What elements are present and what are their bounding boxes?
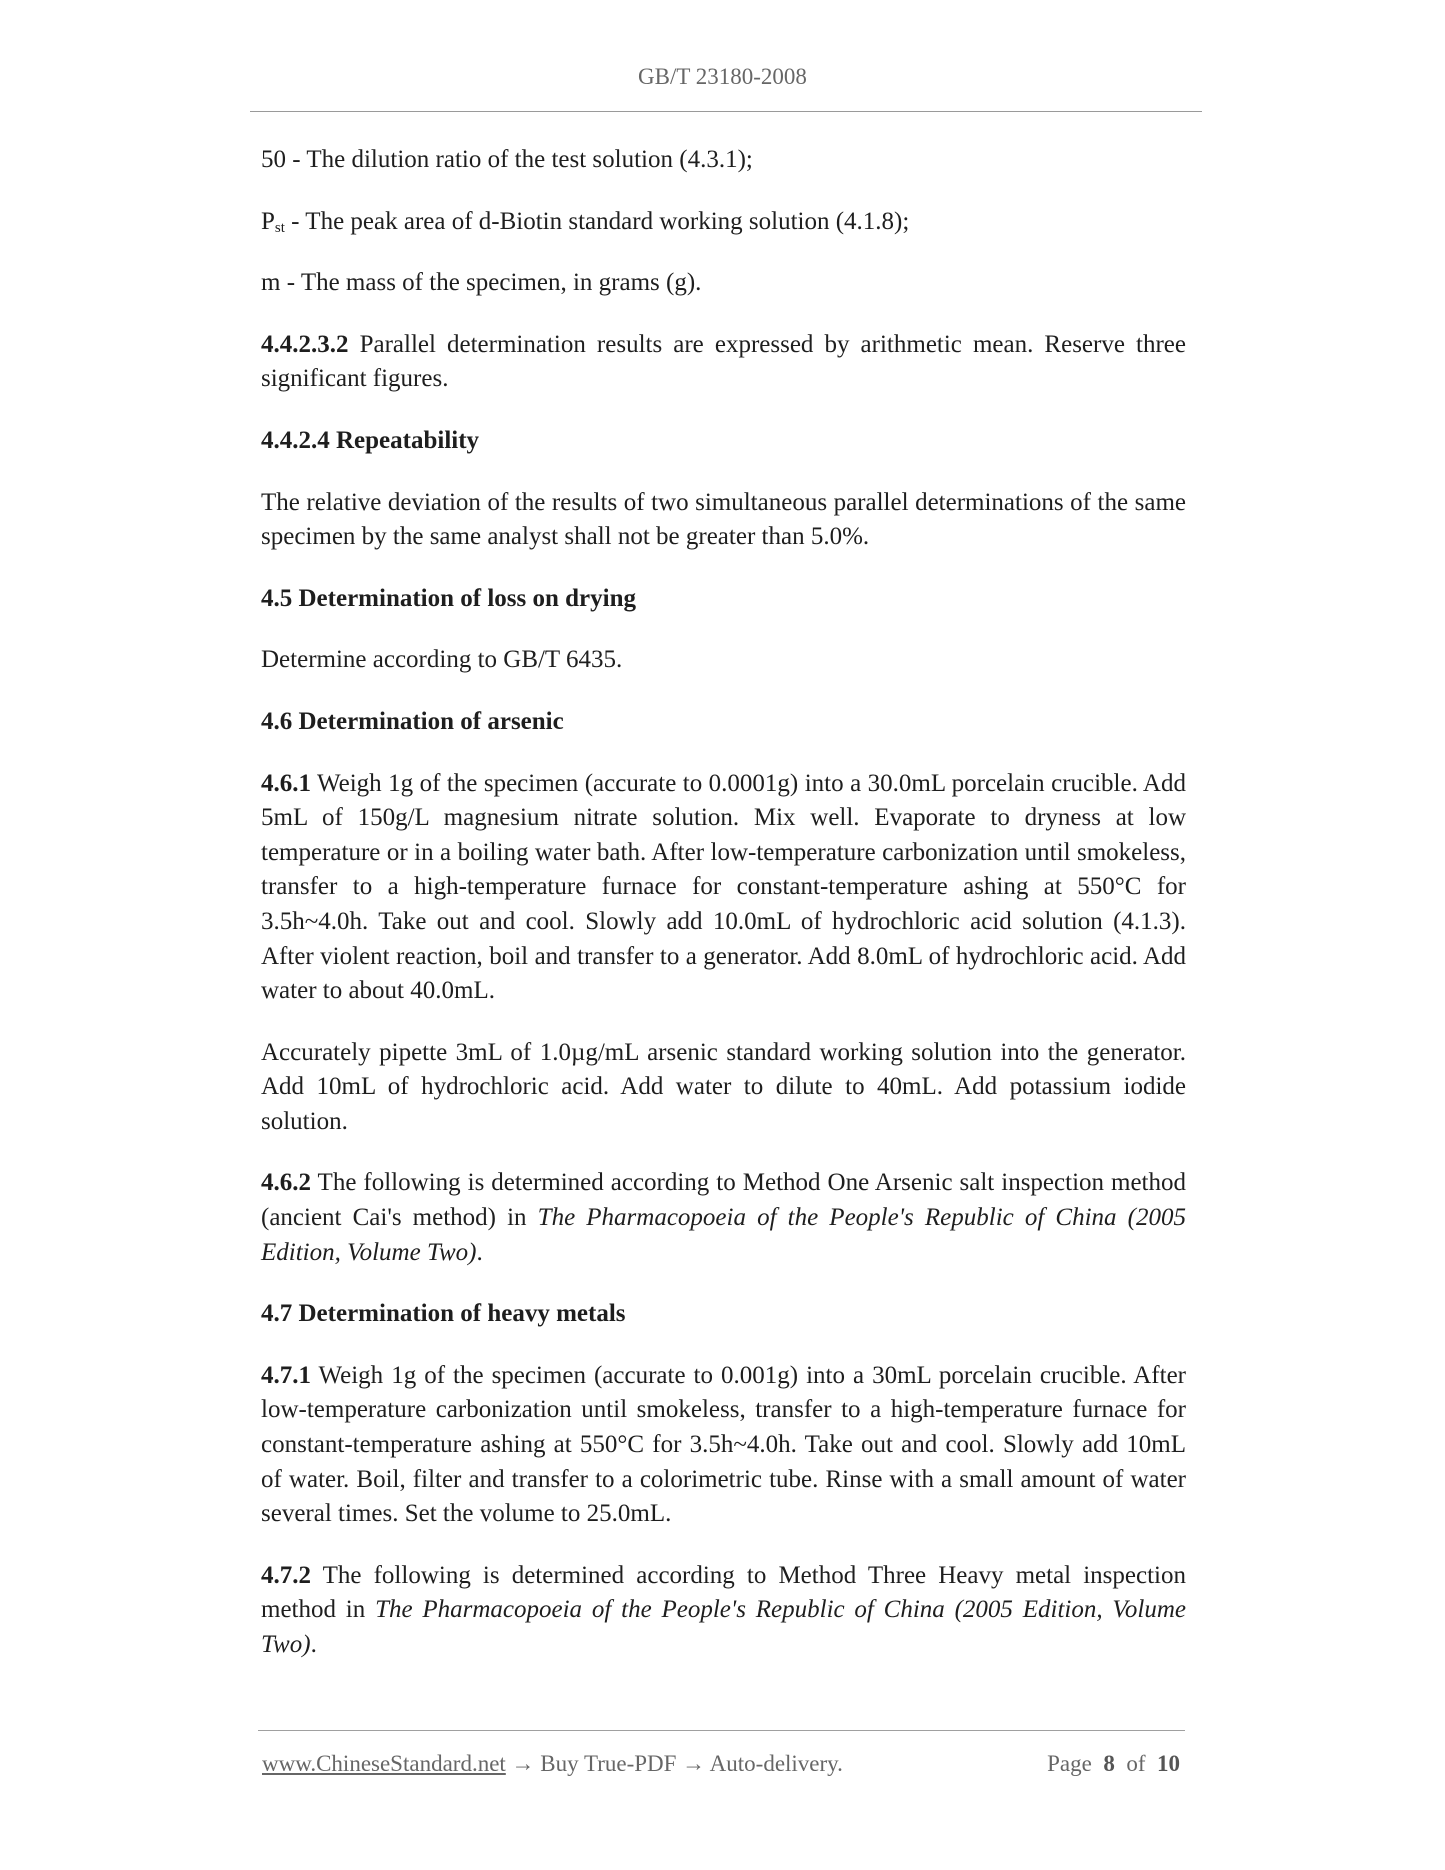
paragraph-text: Weigh 1g of the specimen (accurate to 0.001g) into a 30mL porcelain crucible. After low-temperature carbonization until smokeless, transfer to a high-temperature furnace for constant-temperature ashing at 550°C for 3.5h~4.0h. Take out and cool. Slowly add 10mL of water. Boil, filter and transfer to a colorimetric tube. Rinse with a small amount of water several times. Set the volume to 25.0mL. (261, 1361, 1186, 1528)
page-current: 8 (1103, 1751, 1115, 1776)
paragraph (261, 705, 1186, 740)
paragraph (261, 1166, 1186, 1270)
section-number: 4.6.1 (261, 769, 311, 797)
paragraph-text: The relative deviation of the results of two simultaneous parallel determinations of the same specimen by the same analyst shall not be greater than 5.0%. (261, 488, 1186, 551)
paragraph-text: Accurately pipette 3mL of 1.0µg/mL arsenic standard working solution into the generator. Add 10mL of hydrochloric acid. Add water to dilute to 40mL. Add potassium iodide solution. (261, 1038, 1186, 1135)
citation-title: The Pharmacopoeia of the People's Republic of China (2005 Edition, Volume Two) (261, 1596, 1187, 1658)
section-number: 4.7 Determination of heavy metals (261, 1300, 626, 1328)
paragraph-text: . (310, 1631, 317, 1658)
paragraph (261, 582, 1186, 617)
paragraph (261, 486, 1186, 555)
paragraph (261, 1359, 1186, 1532)
paragraph-text: 50 - The dilution ratio of the test solution (4.3.1); (261, 146, 753, 173)
paragraph-text: Determine according to GB/T 6435. (261, 646, 623, 674)
of-label: of (1126, 1751, 1146, 1776)
page-indicator (1047, 1751, 1180, 1777)
paragraph-text: Parallel determination results are expressed by arithmetic mean. Reserve three significant figures. (261, 330, 1186, 393)
section-number: 4.4.2.3.2 (261, 330, 349, 358)
paragraph-text: st (274, 219, 285, 236)
paragraph (261, 1036, 1186, 1140)
website-link[interactable]: www.ChineseStandard.net (262, 1751, 506, 1776)
footer-divider (258, 1730, 1185, 1731)
paragraph-text: Weigh 1g of the specimen (accurate to 0.0001g) into a 30.0mL porcelain crucible. Add 5mL of 150g/L magnesium nitrate solution. Mix well. Evaporate to dryness at low temperature or in a boiling water bath. After low-temperature carbonization until smokeless, transfer to a high-temperature furnace for constant-temperature ashing at 550°C for 3.5h~4.0h. Take out and cool. Slowly add 10.0mL of hydrochloric acid solution (4.1.3). After violent reaction, boil and transfer to a generator. Add 8.0mL of hydrochloric acid. Add water to about 40.0mL. (261, 769, 1186, 1005)
citation-title: The Pharmacopoeia of the People's Republic of China (2005 Edition, Volume Two) (261, 1204, 1186, 1266)
page-total: 10 (1157, 1751, 1180, 1776)
document-header: GB/T 23180-2008 (638, 64, 807, 89)
footer-promo (262, 1751, 843, 1777)
section-number: 4.4.2.4 Repeatability (261, 426, 480, 454)
page-label: Page (1047, 1751, 1092, 1776)
footer-promo-text: → Buy True-PDF → Auto-delivery. (505, 1751, 843, 1776)
paragraph (261, 205, 1186, 240)
header-divider (250, 111, 1202, 112)
paragraph (261, 1297, 1186, 1332)
paragraph (261, 266, 1186, 301)
section-number: 4.7.2 (261, 1561, 311, 1589)
paragraph-text: The following is determined according to Method One Arsenic salt inspection method (ancient Cai's method) in (261, 1169, 1186, 1232)
document-footer (262, 1751, 1180, 1777)
section-number: 4.6 Determination of arsenic (261, 707, 564, 735)
paragraph-text: - The peak area of d-Biotin standard working solution (4.1.8); (284, 207, 910, 235)
paragraph (261, 143, 1186, 178)
paragraph-text: . (476, 1238, 483, 1266)
paragraph-text: P (261, 207, 275, 235)
paragraph (261, 328, 1186, 397)
paragraph (261, 1559, 1186, 1663)
paragraph (261, 643, 1186, 678)
section-number: 4.5 Determination of loss on drying (261, 584, 636, 612)
section-number: 4.7.1 (261, 1361, 311, 1389)
paragraph-text: m - The mass of the specimen, in grams (g). (261, 269, 702, 297)
section-number: 4.6.2 (261, 1169, 311, 1197)
paragraph (261, 424, 1186, 459)
paragraph (261, 767, 1186, 1009)
document-body (261, 143, 1186, 1690)
paragraph-text: The following is determined according to Method Three Heavy metal inspection method in (261, 1561, 1186, 1624)
